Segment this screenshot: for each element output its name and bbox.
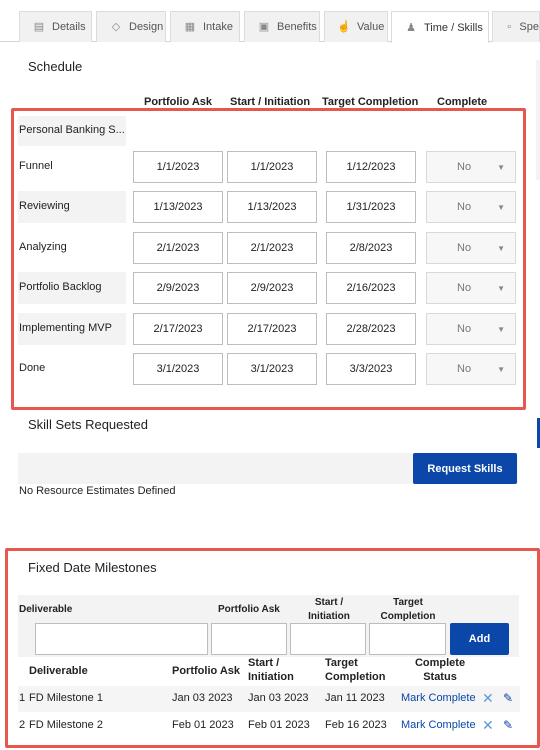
complete-select[interactable]	[426, 272, 516, 304]
row-label: Analyzing	[19, 241, 67, 253]
complete-select[interactable]	[426, 191, 516, 223]
document-icon: ▤	[33, 21, 45, 33]
row-label: Funnel	[19, 160, 53, 172]
tab-bar	[0, 0, 540, 42]
caret-down-icon: ▼	[497, 244, 505, 253]
tab-benefits[interactable]	[244, 11, 320, 42]
head-line: Start /	[314, 597, 344, 608]
complete-select[interactable]	[426, 353, 516, 385]
side-panel-edge	[536, 60, 540, 180]
target-date-input[interactable]	[369, 623, 446, 655]
head-line: Completion	[325, 671, 386, 683]
col-complete: Complete	[437, 96, 488, 108]
caret-down-icon: ▼	[497, 325, 505, 334]
schedule-title: Schedule	[28, 59, 83, 74]
col-target-completion: Target Completion	[322, 96, 419, 108]
head-line: Start /	[248, 657, 280, 669]
deliverable-input[interactable]	[35, 623, 208, 655]
milestones-title: Fixed Date Milestones	[28, 560, 157, 575]
caret-down-icon: ▼	[497, 163, 505, 172]
complete-select[interactable]	[426, 151, 516, 183]
list-head-deliverable: Deliverable	[29, 665, 88, 677]
head-line: Completion	[380, 611, 436, 622]
complete-select[interactable]	[426, 232, 516, 264]
header-divider	[18, 108, 518, 109]
target-date[interactable]: 3/3/2023	[326, 353, 416, 385]
start-date[interactable]: 2/1/2023	[227, 232, 317, 264]
list-head-complete	[404, 656, 476, 684]
briefcase-icon: ▣	[258, 21, 270, 33]
milestone-name: FD Milestone 1	[29, 692, 103, 704]
caret-down-icon: ▼	[497, 365, 505, 374]
group-label: Personal Banking S...	[19, 124, 125, 136]
row-label: Reviewing	[19, 200, 70, 212]
complete-value: No	[457, 242, 472, 254]
complete-value: No	[457, 282, 472, 294]
target-date[interactable]: 2/28/2023	[326, 313, 416, 345]
caret-down-icon: ▼	[497, 203, 505, 212]
portfolio-ask-date[interactable]: 1/1/2023	[133, 151, 223, 183]
start-date[interactable]: 1/13/2023	[227, 191, 317, 223]
head-line: Initiation	[248, 671, 294, 683]
tab-value[interactable]	[324, 11, 388, 42]
tab-details[interactable]	[19, 11, 92, 42]
list-head-target	[325, 656, 386, 684]
tab-label: Value	[357, 21, 385, 33]
milestone-ask: Jan 03 2023	[172, 692, 233, 704]
delete-icon[interactable]: ✕	[482, 690, 494, 706]
edit-pencil-icon[interactable]: ✎	[503, 691, 514, 705]
col-portfolio-ask: Portfolio Ask	[144, 96, 213, 108]
list-head-portfolio-ask: Portfolio Ask	[172, 665, 241, 677]
tab-label: Design	[129, 21, 164, 33]
milestone-number: 2	[19, 719, 26, 731]
target-date[interactable]: 2/16/2023	[326, 272, 416, 304]
tab-label: Spe	[519, 21, 539, 33]
form-head-deliverable: Deliverable	[19, 604, 73, 615]
clipboard-icon: ▦	[184, 21, 196, 33]
form-head-target	[369, 596, 447, 624]
head-line: Initiation	[308, 611, 350, 622]
start-date[interactable]: 2/9/2023	[227, 272, 317, 304]
tab-label: Intake	[203, 21, 233, 33]
portfolio-ask-date[interactable]: 2/1/2023	[133, 232, 223, 264]
start-date[interactable]: 1/1/2023	[227, 151, 317, 183]
tab-time-skills[interactable]	[391, 11, 489, 43]
start-date[interactable]: 2/17/2023	[227, 313, 317, 345]
mark-complete-link[interactable]: Mark Complete	[401, 692, 476, 704]
request-skills-button[interactable]: Request Skills	[413, 453, 517, 484]
start-date[interactable]: 3/1/2023	[227, 353, 317, 385]
list-head-start	[248, 656, 294, 684]
milestone-number: 1	[19, 692, 26, 704]
mark-complete-link[interactable]: Mark Complete	[401, 719, 476, 731]
head-line: Target	[325, 657, 358, 669]
row-label: Implementing MVP	[19, 322, 112, 334]
complete-select[interactable]	[426, 313, 516, 345]
delete-icon[interactable]: ✕	[482, 717, 494, 733]
head-line: Status	[423, 671, 457, 683]
milestone-name: FD Milestone 2	[29, 719, 103, 731]
head-line: Complete	[414, 657, 466, 669]
chat-icon: ▫	[507, 21, 512, 33]
portfolio-ask-date[interactable]: 1/13/2023	[133, 191, 223, 223]
row-label: Done	[19, 362, 46, 374]
tab-spe[interactable]	[492, 11, 540, 42]
thumbs-up-icon: ☝	[337, 21, 351, 33]
head-line: Target	[393, 597, 423, 608]
target-date[interactable]: 1/31/2023	[326, 191, 416, 223]
row-label: Portfolio Backlog	[19, 281, 102, 293]
complete-value: No	[457, 201, 472, 213]
form-head-portfolio-ask: Portfolio Ask	[218, 604, 280, 615]
tab-label: Details	[52, 21, 86, 33]
portfolio-ask-input[interactable]	[211, 623, 287, 655]
people-icon: ♟	[406, 21, 416, 34]
portfolio-ask-date[interactable]: 2/17/2023	[133, 313, 223, 345]
col-start-initiation: Start / Initiation	[230, 96, 311, 108]
diamond-icon: ◇	[111, 21, 121, 33]
target-date[interactable]: 1/12/2023	[326, 151, 416, 183]
milestone-target: Feb 16 2023	[325, 719, 387, 731]
portfolio-ask-date[interactable]: 3/1/2023	[133, 353, 223, 385]
portfolio-ask-date[interactable]: 2/9/2023	[133, 272, 223, 304]
empty-estimates-text: No Resource Estimates Defined	[19, 485, 176, 497]
target-date[interactable]: 2/8/2023	[326, 232, 416, 264]
form-head-start	[290, 596, 368, 624]
complete-value: No	[457, 161, 472, 173]
tab-label: Benefits	[277, 21, 317, 33]
milestone-start: Feb 01 2023	[248, 719, 310, 731]
milestone-start: Jan 03 2023	[248, 692, 309, 704]
milestone-target: Jan 11 2023	[325, 692, 385, 704]
start-date-input[interactable]	[290, 623, 366, 655]
complete-value: No	[457, 323, 472, 335]
tab-intake[interactable]	[170, 11, 240, 42]
tab-design[interactable]	[96, 11, 166, 42]
edit-pencil-icon[interactable]: ✎	[503, 718, 514, 732]
caret-down-icon: ▼	[497, 284, 505, 293]
skills-title: Skill Sets Requested	[28, 417, 148, 432]
milestone-ask: Feb 01 2023	[172, 719, 234, 731]
tab-label: Time / Skills	[424, 21, 483, 34]
add-milestone-button[interactable]: Add	[450, 623, 509, 655]
complete-value: No	[457, 363, 472, 375]
